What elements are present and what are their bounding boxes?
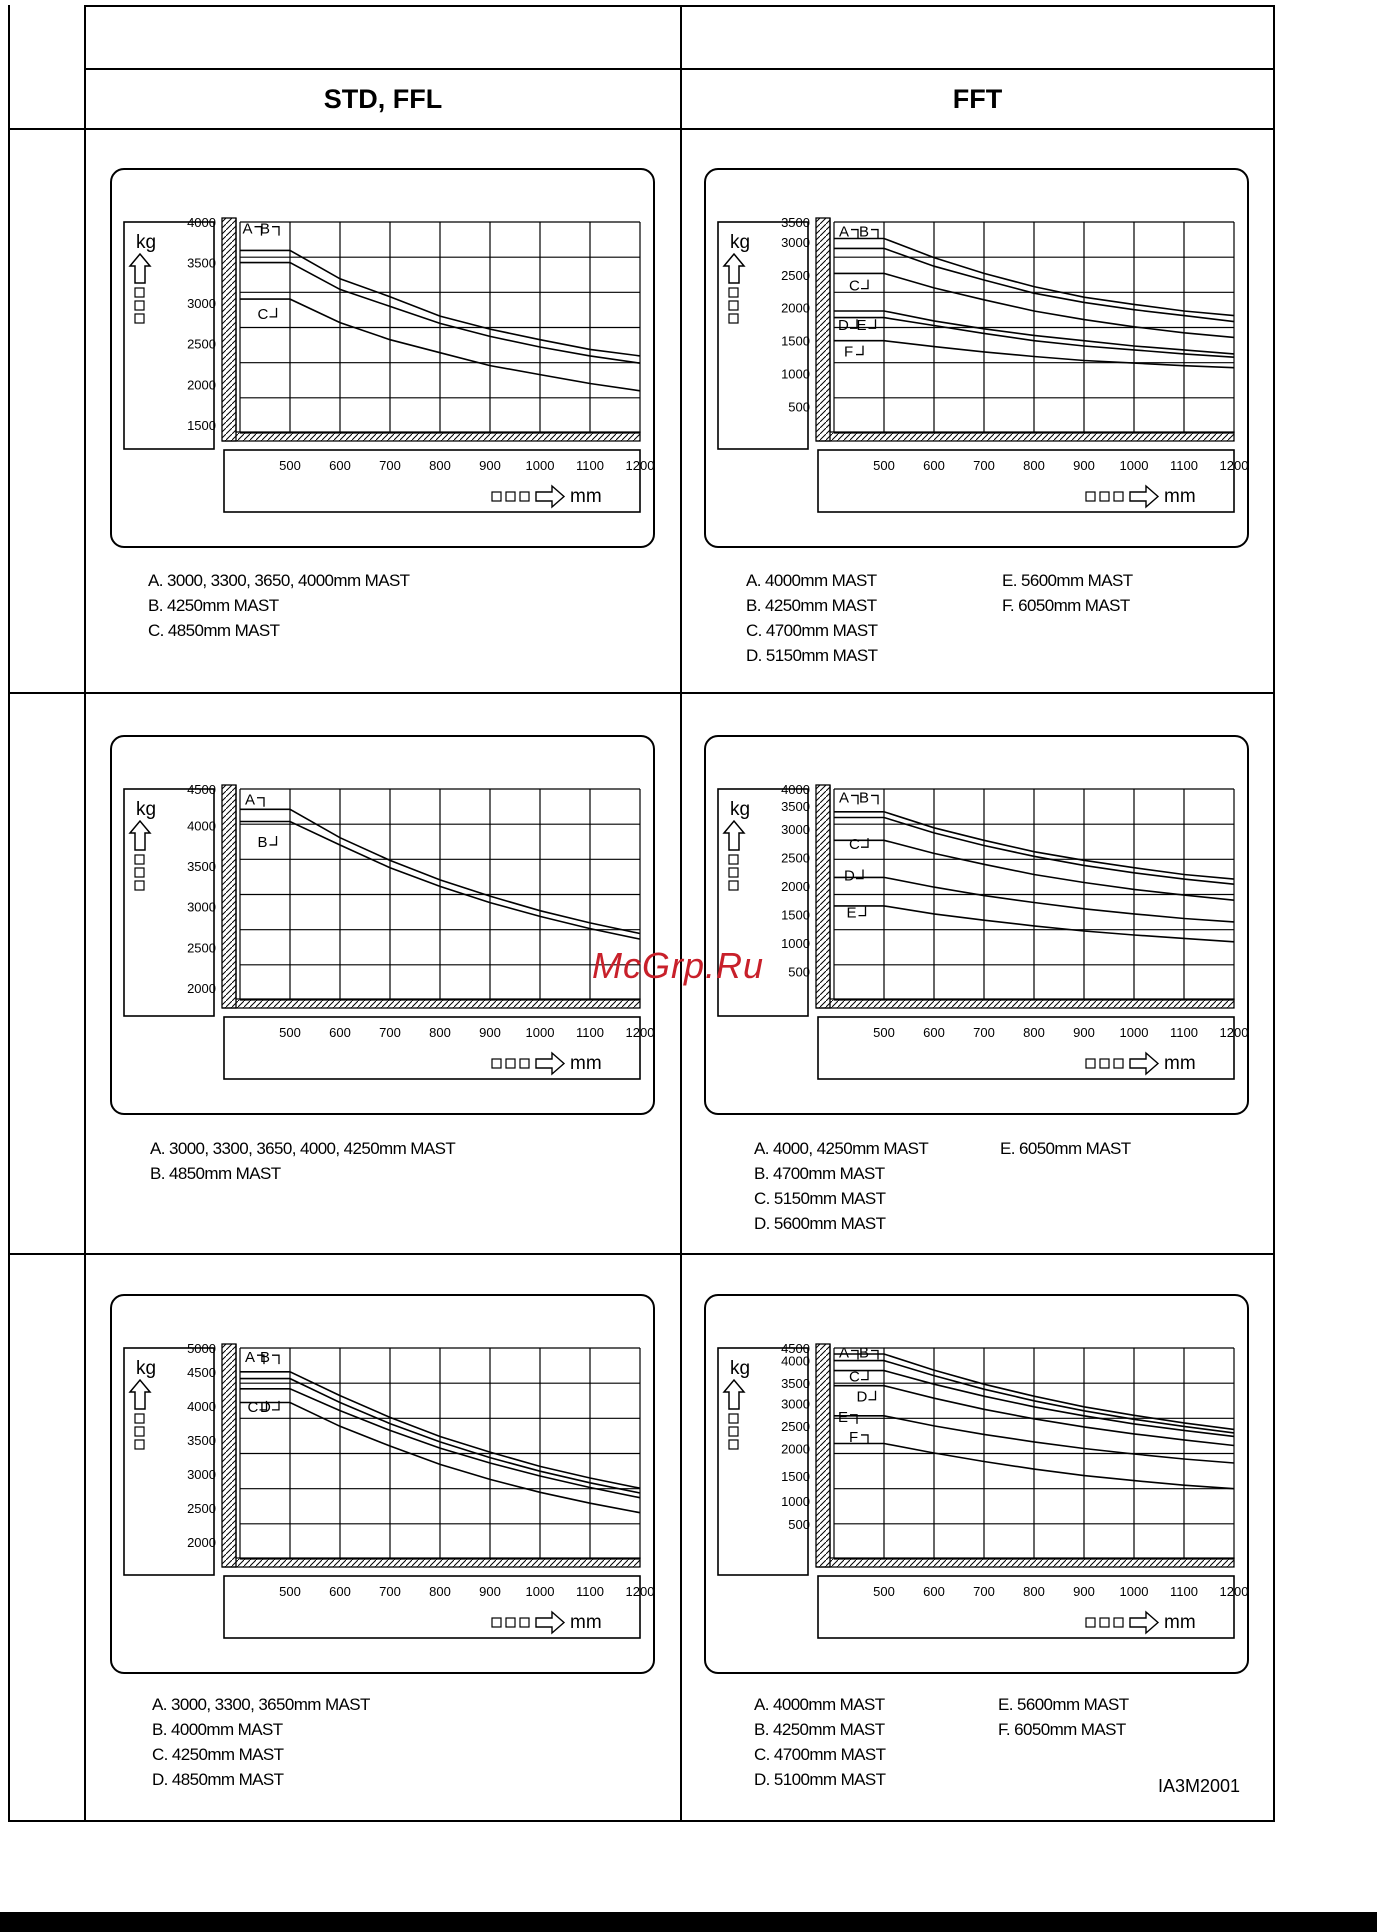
hatched-floor-outline bbox=[222, 1344, 640, 1567]
curve-label-A: A bbox=[839, 1344, 850, 1362]
x-axis-unit: mm bbox=[1164, 486, 1196, 507]
hatched-wall bbox=[816, 218, 830, 441]
x-tick-label: 1000 bbox=[1119, 458, 1149, 473]
hatched-floor-outline bbox=[816, 1344, 1234, 1567]
x-tick-label: 1200 bbox=[625, 458, 655, 473]
x-axis-glyph bbox=[506, 1618, 515, 1627]
x-tick-label: 900 bbox=[479, 458, 501, 473]
curve-label-E: E bbox=[856, 317, 867, 335]
curve-label-F: F bbox=[849, 1428, 859, 1446]
bottom-bar bbox=[0, 1912, 1377, 1932]
curve-label-hook bbox=[871, 230, 878, 239]
table-border-top bbox=[84, 5, 1275, 7]
y-tick-label: 1500 bbox=[781, 333, 810, 349]
legend-r2-fft-col1 bbox=[754, 1136, 928, 1236]
x-tick-label: 500 bbox=[873, 1025, 895, 1040]
table-row-line-3 bbox=[8, 692, 1275, 694]
curve-label-hook bbox=[856, 346, 863, 355]
x-axis-glyph bbox=[492, 1059, 501, 1068]
curve-label-B: B bbox=[859, 223, 870, 241]
hatched-floor bbox=[236, 1000, 640, 1008]
x-axis-glyph bbox=[1114, 492, 1123, 501]
hatched-wall bbox=[222, 1344, 236, 1567]
chart-card-r2-std bbox=[110, 735, 655, 1115]
curve-label-C: C bbox=[257, 305, 269, 323]
curve-label-hook bbox=[869, 319, 876, 328]
legend-item: F. 6050mm MAST bbox=[1002, 596, 1130, 615]
table-row-line-1 bbox=[84, 68, 1275, 70]
figure-code: IA3M2001 bbox=[1158, 1776, 1241, 1796]
legend-item: B. 4250mm MAST bbox=[746, 596, 877, 615]
x-tick-label: 800 bbox=[1023, 1025, 1045, 1040]
curve-label-hook bbox=[851, 230, 858, 239]
legend-item: B. 4700mm MAST bbox=[754, 1164, 885, 1183]
curve-label-D: D bbox=[844, 867, 855, 885]
curve-label-hook bbox=[272, 227, 279, 236]
x-tick-label: 600 bbox=[923, 1584, 945, 1599]
y-tick-label: 4500 bbox=[187, 1364, 216, 1380]
legend-r2-fft-col2 bbox=[1000, 1136, 1130, 1161]
arrow-up-icon bbox=[724, 254, 744, 283]
x-tick-label: 700 bbox=[973, 1584, 995, 1599]
x-tick-label: 800 bbox=[429, 1584, 451, 1599]
legend-item: B. 4850mm MAST bbox=[150, 1164, 281, 1183]
x-axis-unit: mm bbox=[1164, 1612, 1196, 1633]
y-axis-glyph bbox=[729, 855, 738, 864]
x-tick-label: 1000 bbox=[1119, 1025, 1149, 1040]
curve-label-D: D bbox=[260, 1398, 271, 1416]
x-tick-label: 1000 bbox=[1119, 1584, 1149, 1599]
y-axis-glyph bbox=[729, 314, 738, 323]
y-tick-label: 3000 bbox=[781, 1396, 810, 1412]
legend-item: E. 5600mm MAST bbox=[998, 1695, 1129, 1714]
legend-r2-std bbox=[150, 1136, 455, 1186]
x-axis-glyph bbox=[520, 492, 529, 501]
y-tick-label: 2500 bbox=[781, 1418, 810, 1434]
x-axis-glyph bbox=[1086, 1618, 1095, 1627]
curve-label-hook bbox=[861, 280, 868, 289]
chart-r1-fft bbox=[706, 170, 1251, 550]
y-tick-label: 2000 bbox=[781, 1441, 810, 1457]
curve-label-hook bbox=[869, 1391, 876, 1400]
legend-item: C. 4700mm MAST bbox=[746, 621, 878, 640]
y-tick-label: 3500 bbox=[781, 215, 810, 230]
x-tick-label: 500 bbox=[873, 458, 895, 473]
arrow-up-icon bbox=[130, 254, 150, 283]
x-tick-label: 700 bbox=[973, 1025, 995, 1040]
curve-label-F: F bbox=[844, 343, 854, 361]
y-tick-label: 3000 bbox=[781, 234, 810, 250]
arrow-right-icon bbox=[1130, 486, 1158, 507]
curve-label-hook bbox=[270, 308, 277, 317]
curve-label-B: B bbox=[257, 833, 268, 851]
curve-label-D: D bbox=[856, 1388, 868, 1406]
x-tick-label: 500 bbox=[279, 1584, 301, 1599]
x-tick-label: 500 bbox=[873, 1584, 895, 1599]
legend-item: D. 5600mm MAST bbox=[754, 1214, 886, 1233]
column-header-fft: FFT bbox=[952, 84, 1003, 114]
x-tick-label: 500 bbox=[279, 458, 301, 473]
table-divider-col1 bbox=[84, 5, 86, 1821]
chart-r2-std bbox=[112, 737, 657, 1117]
x-tick-label: 600 bbox=[923, 1025, 945, 1040]
x-tick-label: 1200 bbox=[625, 1584, 655, 1599]
y-axis-glyph bbox=[729, 1414, 738, 1423]
y-axis-glyph bbox=[729, 288, 738, 297]
chart-r3-fft bbox=[706, 1296, 1251, 1676]
curve-label-hook bbox=[871, 795, 878, 804]
y-axis-glyph bbox=[729, 1427, 738, 1436]
y-axis-glyph bbox=[135, 868, 144, 877]
x-axis-glyph bbox=[492, 1618, 501, 1627]
watermark: McGrp.Ru bbox=[592, 945, 765, 986]
chart-card-r2-fft bbox=[704, 735, 1249, 1115]
y-axis-glyph bbox=[135, 855, 144, 864]
y-tick-label: 2500 bbox=[781, 267, 810, 283]
column-header-std-ffl: STD, FFL bbox=[323, 84, 443, 114]
y-axis-glyph bbox=[135, 301, 144, 310]
x-axis-glyph bbox=[1114, 1618, 1123, 1627]
legend-item: A. 4000mm MAST bbox=[746, 571, 877, 590]
y-tick-label: 2000 bbox=[187, 377, 216, 393]
x-tick-label: 1100 bbox=[576, 458, 604, 473]
y-tick-label: 1000 bbox=[781, 366, 810, 382]
x-tick-label: 900 bbox=[1073, 1584, 1095, 1599]
y-axis-glyph bbox=[135, 288, 144, 297]
y-tick-label: 3000 bbox=[187, 899, 216, 915]
y-tick-label: 4000 bbox=[781, 1353, 810, 1369]
curve-label-hook bbox=[861, 1435, 868, 1444]
y-tick-label: 500 bbox=[788, 399, 810, 415]
hatched-wall bbox=[222, 218, 236, 441]
arrow-up-icon bbox=[130, 821, 150, 850]
x-tick-label: 700 bbox=[973, 458, 995, 473]
curve-label-hook bbox=[871, 1351, 878, 1360]
x-tick-label: 700 bbox=[379, 1584, 401, 1599]
chart-r1-std bbox=[112, 170, 657, 550]
y-tick-label: 3500 bbox=[187, 255, 216, 271]
curve-label-C: C bbox=[849, 836, 860, 854]
legend-item: C. 5150mm MAST bbox=[754, 1189, 886, 1208]
y-tick-label: 2500 bbox=[187, 1500, 216, 1516]
arrow-right-icon bbox=[536, 1612, 564, 1633]
x-axis-glyph bbox=[520, 1618, 529, 1627]
curve-label-hook bbox=[861, 1371, 868, 1380]
y-tick-label: 3500 bbox=[187, 859, 216, 875]
x-axis-glyph bbox=[506, 1059, 515, 1068]
legend-r3-fft-col1 bbox=[754, 1692, 885, 1792]
x-axis-glyph bbox=[492, 492, 501, 501]
legend-item: E. 5600mm MAST bbox=[1002, 571, 1133, 590]
y-tick-label: 500 bbox=[788, 1516, 810, 1532]
curve-label-hook bbox=[272, 1355, 279, 1364]
x-tick-label: 600 bbox=[329, 458, 351, 473]
arrow-up-icon bbox=[724, 1380, 744, 1409]
legend-item: C. 4700mm MAST bbox=[754, 1745, 886, 1764]
legend-item: A. 4000, 4250mm MAST bbox=[754, 1139, 929, 1158]
x-axis-glyph bbox=[1086, 1059, 1095, 1068]
chart-r3-std bbox=[112, 1296, 657, 1676]
x-tick-label: 1200 bbox=[1219, 458, 1249, 473]
table-row-line-2 bbox=[8, 128, 1275, 130]
hatched-floor-outline bbox=[222, 218, 640, 441]
x-tick-label: 1100 bbox=[576, 1025, 604, 1040]
x-tick-label: 1100 bbox=[1170, 1584, 1198, 1599]
y-axis-unit: kg bbox=[136, 1358, 157, 1379]
x-axis-unit: mm bbox=[570, 486, 602, 507]
y-tick-label: 1500 bbox=[781, 1469, 810, 1485]
legend-item: C. 4850mm MAST bbox=[148, 621, 280, 640]
arrow-right-icon bbox=[536, 486, 564, 507]
y-tick-label: 1500 bbox=[187, 417, 216, 433]
y-tick-label: 500 bbox=[788, 964, 810, 980]
x-axis-glyph bbox=[1100, 492, 1109, 501]
y-tick-label: 2000 bbox=[781, 300, 810, 316]
legend-item: D. 5100mm MAST bbox=[754, 1770, 886, 1789]
y-tick-label: 4000 bbox=[187, 818, 216, 834]
curve-label-hook bbox=[270, 836, 277, 845]
x-tick-label: 1000 bbox=[525, 458, 555, 473]
y-tick-label: 1000 bbox=[781, 1494, 810, 1510]
legend-item: C. 4250mm MAST bbox=[152, 1745, 284, 1764]
hatched-floor bbox=[830, 433, 1234, 441]
legend-item: B. 4250mm MAST bbox=[148, 596, 279, 615]
y-tick-label: 4000 bbox=[187, 1398, 216, 1414]
x-tick-label: 1100 bbox=[576, 1584, 604, 1599]
y-axis-glyph bbox=[135, 881, 144, 890]
legend-item: E. 6050mm MAST bbox=[1000, 1139, 1131, 1158]
y-axis-glyph bbox=[729, 301, 738, 310]
curve-label-D: D bbox=[838, 317, 849, 335]
x-tick-label: 1100 bbox=[1170, 458, 1198, 473]
hatched-floor bbox=[830, 1000, 1234, 1008]
y-axis-glyph bbox=[135, 1440, 144, 1449]
curve-label-hook bbox=[851, 1351, 858, 1360]
y-axis-unit: kg bbox=[730, 1358, 751, 1379]
hatched-floor-outline bbox=[816, 218, 1234, 441]
y-axis-glyph bbox=[729, 1440, 738, 1449]
y-axis-glyph bbox=[135, 1414, 144, 1423]
legend-r3-std bbox=[152, 1692, 370, 1792]
y-axis-glyph bbox=[729, 868, 738, 877]
x-tick-label: 700 bbox=[379, 458, 401, 473]
x-axis-glyph bbox=[506, 492, 515, 501]
curve-label-E: E bbox=[838, 1408, 849, 1426]
legend-item: D. 5150mm MAST bbox=[746, 646, 878, 665]
arrow-up-icon bbox=[724, 821, 744, 850]
y-axis-unit: kg bbox=[136, 799, 157, 820]
x-axis-unit: mm bbox=[570, 1612, 602, 1633]
x-tick-label: 900 bbox=[1073, 458, 1095, 473]
x-tick-label: 1100 bbox=[1170, 1025, 1198, 1040]
x-tick-label: 1200 bbox=[625, 1025, 655, 1040]
legend-item: A. 3000, 3300, 3650, 4000mm MAST bbox=[148, 571, 410, 590]
y-axis-unit: kg bbox=[730, 232, 751, 253]
x-tick-label: 900 bbox=[479, 1584, 501, 1599]
hatched-floor bbox=[236, 433, 640, 441]
legend-r1-fft-col2 bbox=[1002, 568, 1132, 618]
x-tick-label: 700 bbox=[379, 1025, 401, 1040]
arrow-right-icon bbox=[1130, 1612, 1158, 1633]
y-tick-label: 3000 bbox=[187, 1466, 216, 1482]
legend-item: D. 4850mm MAST bbox=[152, 1770, 284, 1789]
x-tick-label: 800 bbox=[1023, 1584, 1045, 1599]
hatched-wall bbox=[816, 1344, 830, 1567]
x-tick-label: 900 bbox=[479, 1025, 501, 1040]
y-tick-label: 4000 bbox=[781, 782, 810, 797]
hatched-wall bbox=[816, 785, 830, 1008]
y-tick-label: 2000 bbox=[781, 878, 810, 894]
y-tick-label: 1500 bbox=[781, 907, 810, 923]
x-tick-label: 900 bbox=[1073, 1025, 1095, 1040]
curve-label-C: C bbox=[247, 1398, 259, 1416]
legend-item: B. 4250mm MAST bbox=[754, 1720, 885, 1739]
curve-label-hook bbox=[859, 907, 866, 916]
legend-item: B. 4000mm MAST bbox=[152, 1720, 283, 1739]
x-axis-unit: mm bbox=[570, 1053, 602, 1074]
y-tick-label: 4000 bbox=[187, 215, 216, 230]
y-tick-label: 4500 bbox=[187, 782, 216, 797]
y-tick-label: 5000 bbox=[187, 1341, 216, 1356]
y-tick-label: 2000 bbox=[187, 980, 216, 996]
curve-label-B: B bbox=[859, 789, 870, 807]
chart-card-r3-fft bbox=[704, 1294, 1249, 1674]
x-axis-glyph bbox=[1100, 1618, 1109, 1627]
arrow-right-icon bbox=[1130, 1053, 1158, 1074]
chart-card-r3-std bbox=[110, 1294, 655, 1674]
x-tick-label: 500 bbox=[279, 1025, 301, 1040]
legend-r1-std bbox=[148, 568, 409, 643]
x-axis-glyph bbox=[1086, 492, 1095, 501]
legend-item: A. 4000mm MAST bbox=[754, 1695, 885, 1714]
arrow-right-icon bbox=[536, 1053, 564, 1074]
hatched-floor-outline bbox=[222, 785, 640, 1008]
hatched-floor-outline bbox=[816, 785, 1234, 1008]
y-axis-unit: kg bbox=[730, 799, 751, 820]
curve-label-A: A bbox=[245, 791, 256, 809]
curve-label-A: A bbox=[245, 1349, 256, 1367]
curve-label-A: A bbox=[839, 223, 850, 241]
x-tick-label: 1000 bbox=[525, 1025, 555, 1040]
x-axis-glyph bbox=[520, 1059, 529, 1068]
curve-label-A: A bbox=[242, 220, 253, 238]
y-tick-label: 3500 bbox=[781, 1376, 810, 1392]
x-tick-label: 800 bbox=[429, 1025, 451, 1040]
chart-card-r1-fft bbox=[704, 168, 1249, 548]
curve-label-E: E bbox=[846, 904, 857, 922]
table-border-right bbox=[1273, 5, 1275, 1821]
x-tick-label: 800 bbox=[1023, 458, 1045, 473]
y-tick-label: 2500 bbox=[781, 850, 810, 866]
x-axis-glyph bbox=[1114, 1059, 1123, 1068]
y-tick-label: 2500 bbox=[187, 940, 216, 956]
curve-label-B: B bbox=[260, 220, 271, 238]
x-axis-unit: mm bbox=[1164, 1053, 1196, 1074]
arrow-up-icon bbox=[130, 1380, 150, 1409]
hatched-floor bbox=[830, 1559, 1234, 1567]
x-tick-label: 1000 bbox=[525, 1584, 555, 1599]
y-tick-label: 3000 bbox=[187, 296, 216, 312]
y-tick-label: 2000 bbox=[187, 1534, 216, 1550]
curve-label-B: B bbox=[260, 1349, 271, 1367]
curve-label-B: B bbox=[859, 1344, 870, 1362]
legend-item: F. 6050mm MAST bbox=[998, 1720, 1126, 1739]
x-tick-label: 600 bbox=[923, 458, 945, 473]
curve-label-C: C bbox=[849, 277, 860, 295]
y-tick-label: 2500 bbox=[187, 336, 216, 352]
y-tick-label: 3500 bbox=[187, 1432, 216, 1448]
legend-item: A. 3000, 3300, 3650, 4000, 4250mm MAST bbox=[150, 1139, 456, 1158]
x-tick-label: 1200 bbox=[1219, 1584, 1249, 1599]
chart-card-r1-std bbox=[110, 168, 655, 548]
y-tick-label: 4500 bbox=[781, 1341, 810, 1356]
y-axis-glyph bbox=[135, 1427, 144, 1436]
x-tick-label: 600 bbox=[329, 1584, 351, 1599]
table-divider-col2 bbox=[680, 5, 682, 1821]
y-axis-unit: kg bbox=[136, 232, 157, 253]
x-tick-label: 1200 bbox=[1219, 1025, 1249, 1040]
y-tick-label: 3000 bbox=[781, 821, 810, 837]
hatched-floor bbox=[236, 1559, 640, 1567]
table-row-line-4 bbox=[8, 1253, 1275, 1255]
y-tick-label: 1000 bbox=[781, 935, 810, 951]
legend-r3-fft-col2 bbox=[998, 1692, 1128, 1742]
x-tick-label: 600 bbox=[329, 1025, 351, 1040]
x-axis-glyph bbox=[1100, 1059, 1109, 1068]
chart-r2-fft bbox=[706, 737, 1251, 1117]
curve-label-A: A bbox=[839, 789, 850, 807]
table-border-left bbox=[8, 5, 10, 1821]
curve-label-hook bbox=[257, 798, 264, 807]
table-border-bottom bbox=[8, 1820, 1275, 1822]
legend-item: A. 3000, 3300, 3650mm MAST bbox=[152, 1695, 370, 1714]
hatched-wall bbox=[222, 785, 236, 1008]
y-tick-label: 3500 bbox=[781, 799, 810, 815]
curve-label-C: C bbox=[849, 1368, 860, 1386]
y-axis-glyph bbox=[135, 314, 144, 323]
y-axis-glyph bbox=[729, 881, 738, 890]
x-tick-label: 800 bbox=[429, 458, 451, 473]
legend-r1-fft-col1 bbox=[746, 568, 877, 668]
curve-label-hook bbox=[851, 795, 858, 804]
